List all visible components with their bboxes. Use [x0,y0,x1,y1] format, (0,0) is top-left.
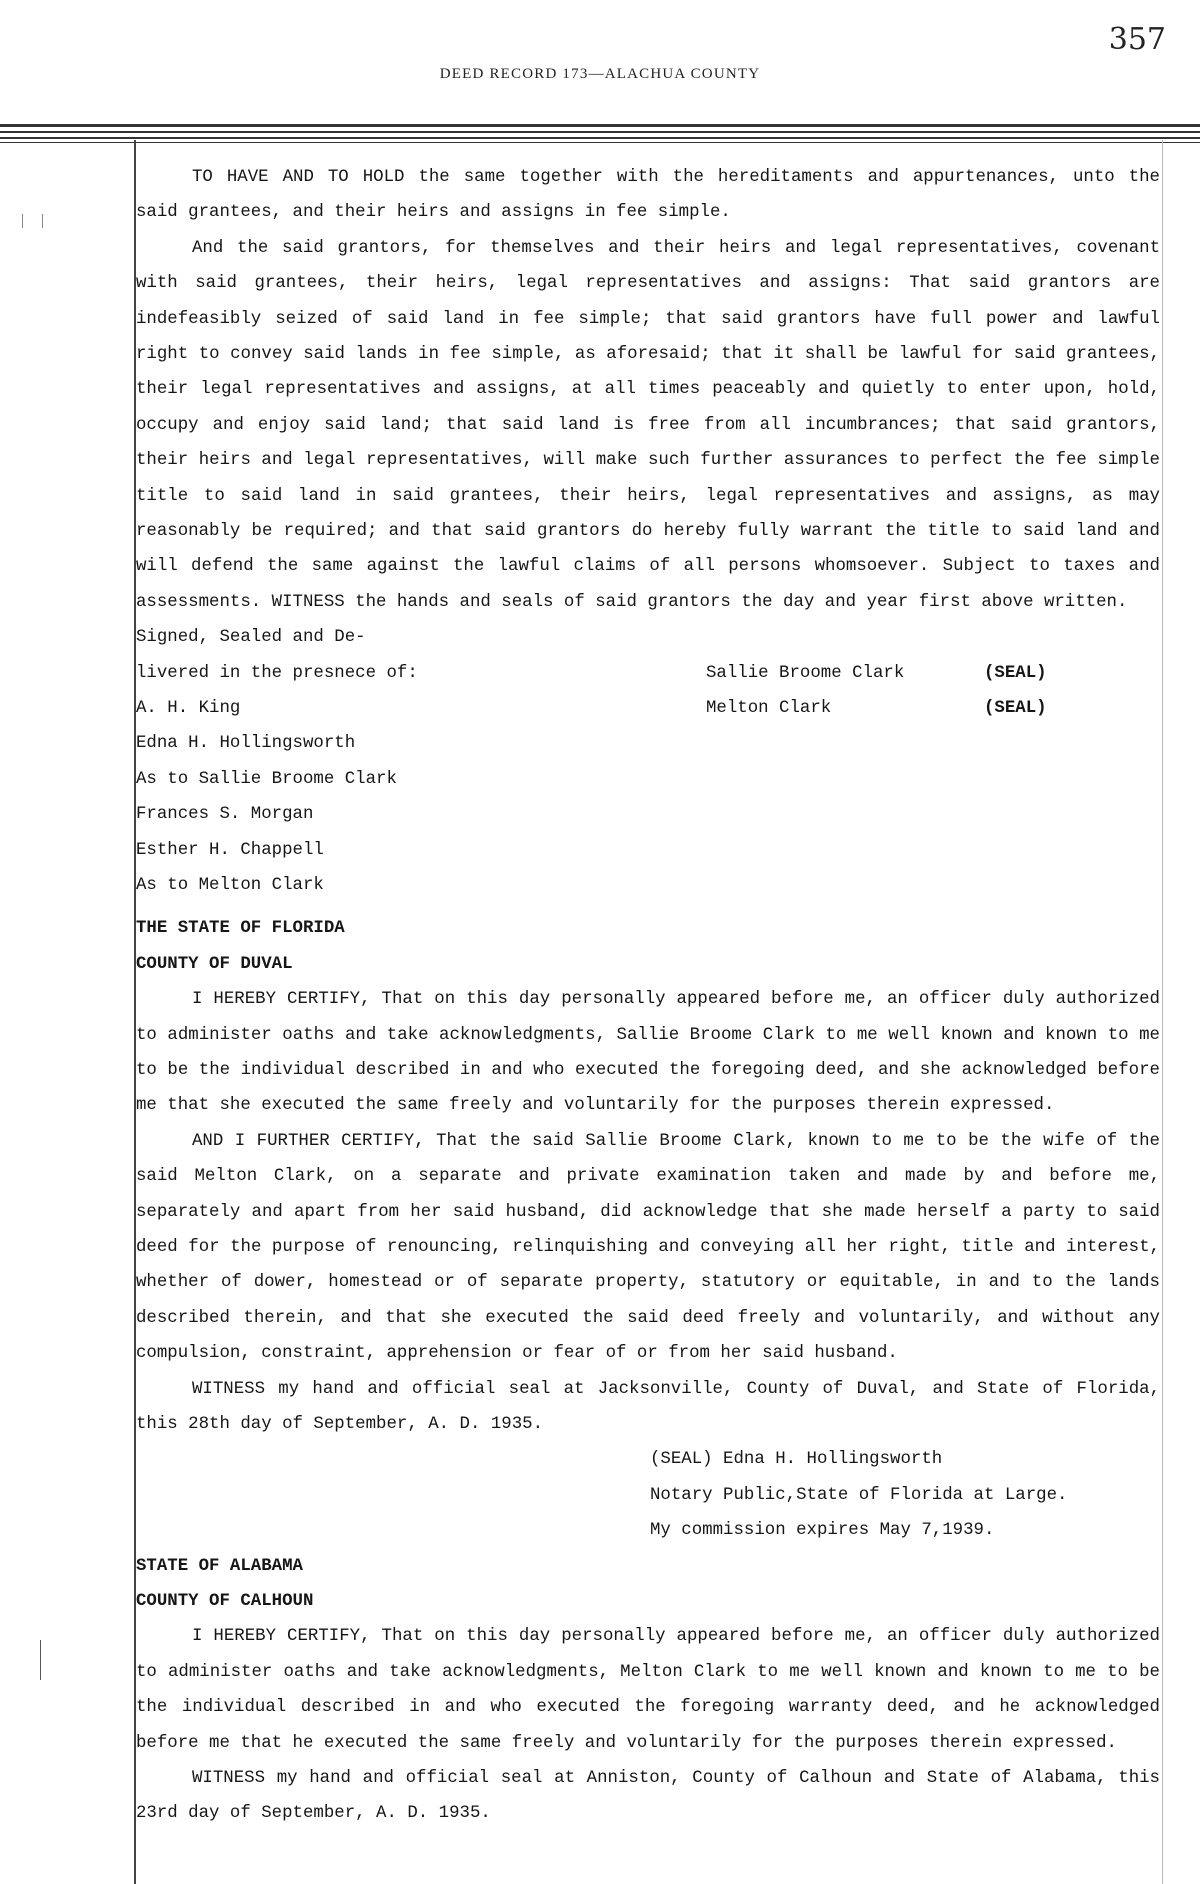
signed-sealed-line: Signed, Sealed and De- [136,628,366,648]
binding-mark [42,214,43,228]
venue-state: STATE OF ALABAMA [136,1556,303,1576]
notary-name: (SEAL) Edna H. Hollingsworth [650,1450,943,1470]
witness-paragraph: WITNESS my hand and official seal at Anniston, County of Calhoun and State of Alabama, this 23rd day of September, A. D. 1935. [136,1769,1160,1824]
witness-name: Esther H. Chappell [136,840,324,860]
header-rule [0,131,1200,133]
grantor-signature: Sallie Broome Clark [706,663,905,683]
witness-name: Edna H. Hollingsworth [136,734,356,754]
witness-paragraph: WITNESS my hand and official seal at Jacksonville, County of Duval, and State of Florida, this 28th day of September, A. D. 1935. [136,1379,1160,1435]
habendum-paragraph: TO HAVE AND TO HOLD the same together with the hereditaments and appurtenances, unto the said grantees, and their heirs and assigns in fee simple. [136,168,1160,223]
signature-block [136,620,1160,903]
signature-row [136,691,1160,726]
venue-state: THE STATE OF FLORIDA [136,919,345,939]
grantor-signature: Melton Clark [706,699,832,719]
notary-signature-block [136,1442,1160,1548]
spacer [136,903,1160,911]
right-margin-line [1162,140,1163,1884]
deed-body [136,160,1160,1832]
venue-county: COUNTY OF CALHOUN [136,1592,314,1612]
record-header-title: DEED RECORD 173—ALACHUA COUNTY [439,66,761,82]
florida-acknowledgment [136,911,1160,1548]
venue-county: COUNTY OF DUVAL [136,954,293,974]
witness-name: A. H. King [136,699,241,719]
page-number: 357 [1108,22,1166,57]
header-rule [0,137,1200,139]
certify-paragraph: I HEREBY CERTIFY, That on this day personally appeared before me, an officer duly authorized to administer oaths and take acknowledgments, Sallie Broome Clark to me well known and known to me to be the individual described in and who executed the foregoing deed, and she acknowledged before me that she executed the same freely and voluntarily for the purposes therein expressed. [136,990,1160,1116]
witness-name: Frances S. Morgan [136,805,314,825]
covenant-paragraph: And the said grantors, for themselves and their heirs and legal representatives, covenant with said grantees, their heirs, legal representatives and assigns: That said grantors are indefeasibly seized of said land in fee simple; that said grantors have full power and lawful right to convey said lands in fee simple, as aforesaid; that it shall be lawful for said grantees, their legal representatives and assigns, at all times peaceably and quietly to enter upon, hold, occupy and enjoy said land; that said land is free from all incumbrances; that said grantors, their heirs and legal representatives, will make such further assurances to perfect the fee simple title to said land in said grantees, their heirs, legal representatives and assigns, as may reasonably be required; and that said grantors do hereby fully warrant the title to said land and will defend the same against the lawful claims of all persons whomsoever. Subject to taxes and assessments. WITNESS the hands and seals of said grantors the day and year first above written. [136,238,1160,612]
binding-mark [40,1640,41,1680]
binding-mark [22,214,23,228]
notary-commission: My commission expires May 7,1939. [650,1521,995,1541]
certify-paragraph: I HEREBY CERTIFY, That on this day personally appeared before me, an officer duly authorized to administer oaths and take acknowledgments, Melton Clark to me well known and known to me to be the individual described in and who executed the foregoing warranty deed, and he acknowledged before me that he executed the same freely and voluntarily for the purposes therein expressed. [136,1627,1160,1753]
alabama-acknowledgment [136,1549,1160,1832]
witness-note: As to Melton Clark [136,876,324,896]
notary-title: Notary Public,State of Florida at Large. [650,1485,1068,1505]
seal-label: (SEAL) [984,663,1047,683]
further-certify-paragraph: AND I FURTHER CERTIFY, That the said Sallie Broome Clark, known to me to be the wife of the said Melton Clark, on a separate and private examination taken and made by and before me, separately and apart from her said husband, did acknowledge that she made herself a party to said deed for the purpose of renouncing, relinquishing and conveying all her right, title and interest, whether of dower, homestead or of separate property, statutory or equitable, in and to the lands described therein, and that she executed the said deed freely and voluntarily, and without any compulsion, constraint, apprehension or fear of or from her said husband. [136,1131,1160,1364]
delivered-line: livered in the presnece of: [136,663,418,683]
seal-label: (SEAL) [984,699,1047,719]
header-rule [0,124,1200,127]
header-rule [0,142,1200,143]
witness-note: As to Sallie Broome Clark [136,769,397,789]
signature-row [136,656,1160,691]
